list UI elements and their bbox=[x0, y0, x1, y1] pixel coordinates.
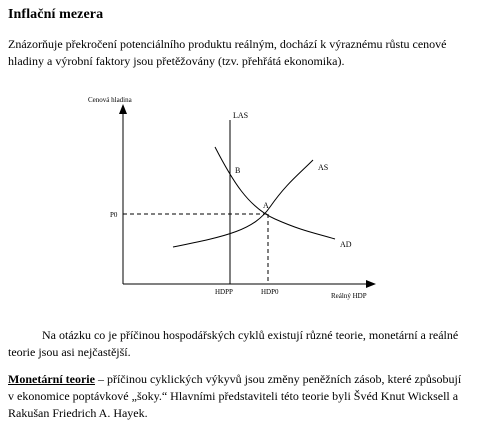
x-axis-label: Reálný HDP bbox=[331, 292, 367, 300]
ad-label: AD bbox=[340, 240, 352, 249]
hdp0-tick-label: HDP0 bbox=[261, 288, 279, 296]
x-axis-arrow bbox=[366, 280, 376, 288]
p0-tick-label: P0 bbox=[110, 211, 118, 219]
point-b-label: B bbox=[235, 166, 241, 175]
as-label: AS bbox=[318, 163, 329, 172]
las-label: LAS bbox=[233, 111, 249, 120]
y-axis-label: Cenová hladina bbox=[88, 96, 132, 104]
point-a-label: A bbox=[263, 201, 269, 210]
as-curve bbox=[173, 160, 313, 247]
theories-paragraph: Na otázku co je příčinou hospodářských cyklů existují různé teorie, monetární a reálné teorie jsou asi nejčastější. bbox=[8, 328, 459, 359]
hdpp-tick-label: HDPP bbox=[215, 288, 233, 296]
y-axis-arrow bbox=[119, 104, 127, 114]
ad-curve bbox=[215, 147, 335, 239]
monetary-theory-term: Monetární teorie bbox=[8, 372, 95, 386]
monetary-theory-text: – příčinou cyklických výkyvů jsou změny peněžních zásob, které způsobují v ekonomice poptávkové „šoky.“ Hlavními představiteli této teorie byli Švéd Knut Wicksell a Rakušan Friedrich A. Hayek. bbox=[8, 372, 462, 420]
monetary-theory-paragraph bbox=[8, 371, 470, 422]
intro-paragraph: Znázorňuje překročení potenciálního produktu reálným, dochází k výraznému růstu cenové hladiny a výrobní faktory jsou přetěžovány (tzv. přehřátá ekonomika). bbox=[8, 37, 447, 68]
section-heading: Inflační mezera bbox=[8, 7, 104, 22]
